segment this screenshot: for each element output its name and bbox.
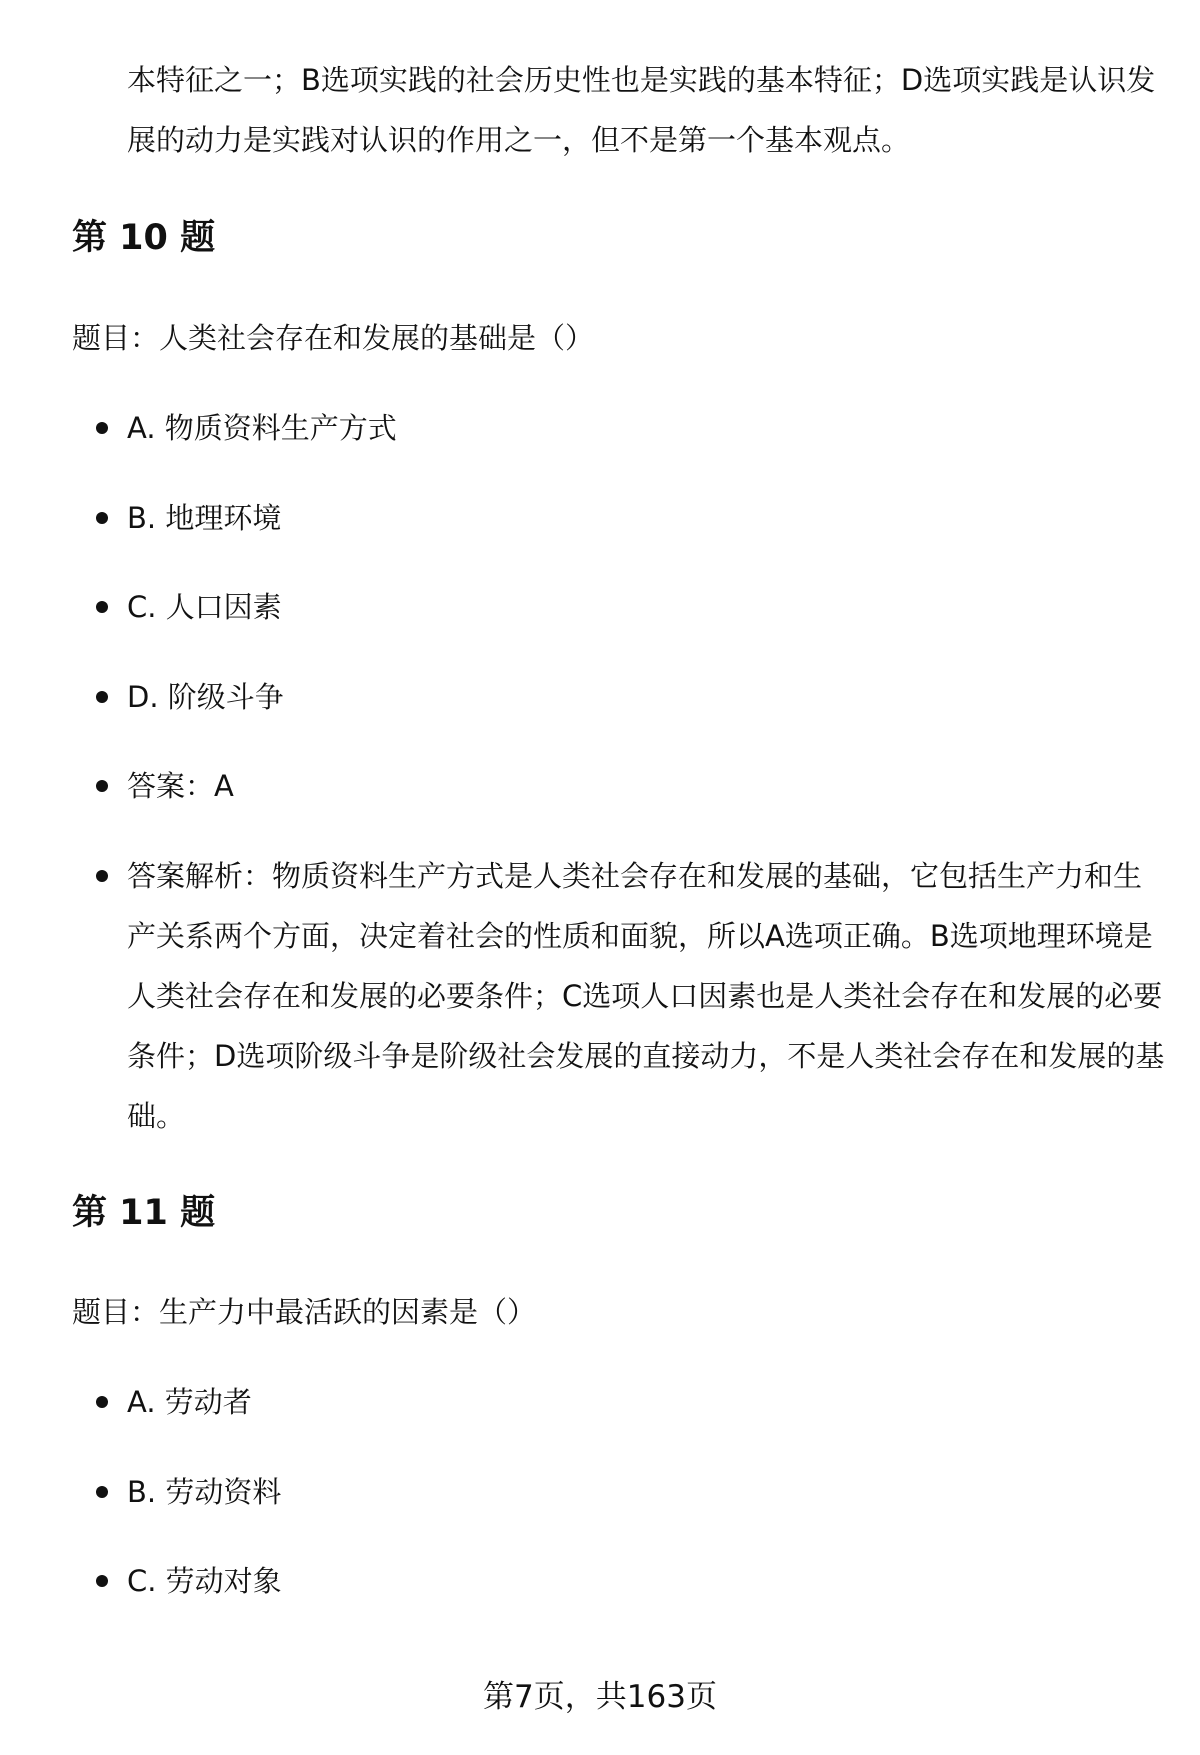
previous-explanation-continuation: 本特征之一；B选项实践的社会历史性也是实践的基本特征；D选项实践是认识发展的动力是实践对认识的作用之一，但不是第一个基本观点。 <box>127 63 1156 157</box>
bullet-icon <box>96 512 108 524</box>
bullet-icon <box>96 870 108 882</box>
question-11-heading: 第 11 题 <box>72 1193 216 1233</box>
question-10-option-d: D. 阶级斗争 <box>127 680 284 714</box>
question-11-stem: 题目：生产力中最活跃的因素是（） <box>72 1295 537 1329</box>
page-number-footer: 第7页，共163页 <box>483 1679 717 1715</box>
question-10-option-a: A. 物质资料生产方式 <box>127 411 397 445</box>
bullet-icon <box>96 1575 108 1587</box>
bullet-icon <box>96 1486 108 1498</box>
question-11-option-a: A. 劳动者 <box>127 1385 252 1419</box>
bullet-icon <box>96 601 108 613</box>
question-11-option-c: C. 劳动对象 <box>127 1564 282 1598</box>
bullet-icon <box>96 691 108 703</box>
bullet-icon <box>96 422 108 434</box>
bullet-icon <box>96 780 108 792</box>
question-10-explanation: 答案解析：物质资料生产方式是人类社会存在和发展的基础，它包括生产力和生产关系两个方面，决定着社会的性质和面貌，所以A选项正确。B选项地理环境是人类社会存在和发展的必要条件；C选项人口因素也是人类社会存在和发展的必要条件；D选项阶级斗争是阶级社会发展的直接动力，不是人类社会存在和发展的基础。 <box>127 859 1165 1133</box>
question-10-option-c: C. 人口因素 <box>127 590 282 624</box>
question-10-stem: 题目：人类社会存在和发展的基础是（） <box>72 321 595 355</box>
question-10-heading: 第 10 题 <box>72 218 216 258</box>
question-10-answer: 答案：A <box>127 769 234 803</box>
question-11-option-b: B. 劳动资料 <box>127 1475 282 1509</box>
question-10-option-b: B. 地理环境 <box>127 501 282 535</box>
bullet-icon <box>96 1396 108 1408</box>
